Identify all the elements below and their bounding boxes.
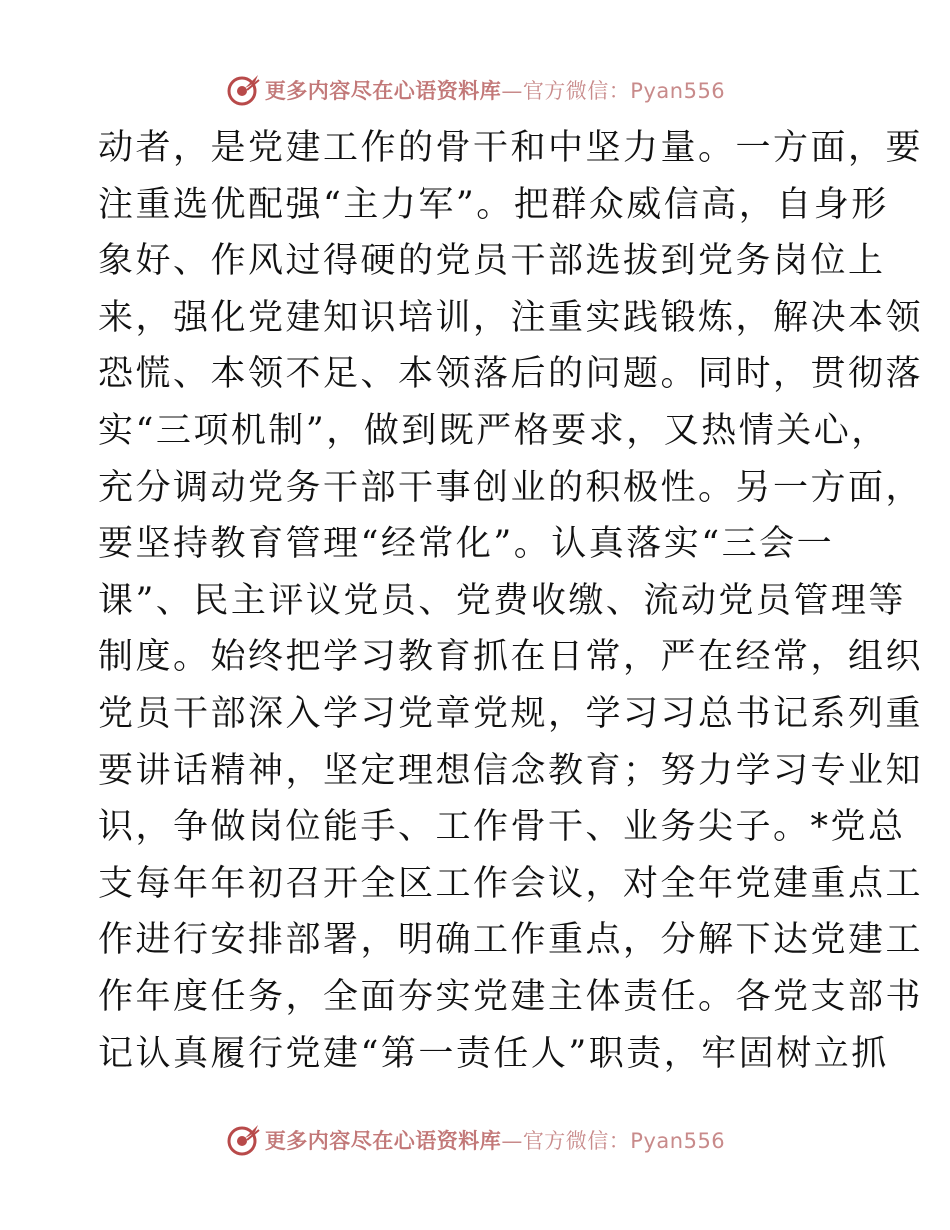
- body-line: 恐慌、本领不足、本领落后的问题。同时，贯彻落: [98, 354, 924, 395]
- header-site-text: 更多内容尽在心语资料库: [264, 79, 502, 103]
- body-text: [98, 120, 924, 1110]
- body-line: 作进行安排部署，明确工作重点，分解下达党建工: [98, 920, 924, 961]
- body-line: 支每年年初召开全区工作会议，对全年党建重点工: [98, 863, 924, 904]
- body-line: 来，强化党建知识培训，注重实践锻炼，解决本领: [98, 297, 924, 338]
- body-line: 充分调动党务干部干事创业的积极性。另一方面，: [98, 467, 924, 508]
- body-line: 动者，是党建工作的骨干和中坚力量。一方面，要: [98, 128, 924, 168]
- quill-logo-icon: [225, 72, 261, 108]
- footer-contact-text: 官方微信：Pyan556: [522, 1129, 726, 1153]
- header-separator: —: [501, 79, 523, 103]
- body-line: 实“三项机制”，做到既严格要求，又热情关心，: [98, 410, 889, 451]
- body-line: 象好、作风过得硬的党员干部选拔到党务岗位上: [98, 241, 886, 282]
- footer-watermark-banner: [0, 1118, 950, 1162]
- header-watermark-text: [265, 75, 725, 105]
- header-watermark-banner: [0, 68, 950, 112]
- footer-site-text: 更多内容尽在心语资料库: [264, 1129, 502, 1153]
- body-line: 注重选优配强“主力军”。把群众威信高，自身形: [98, 184, 889, 225]
- body-line: 作年度任务，全面夯实党建主体责任。各党支部书: [98, 976, 924, 1017]
- body-line: 要坚持教育管理“经常化”。认真落实“三会一: [98, 524, 835, 565]
- body-line: 制度。始终把学习教育抓在日常，严在经常，组织: [98, 637, 924, 678]
- body-line: 课”、民主评议党员、党费收缴、流动党员管理等: [98, 580, 906, 621]
- body-line: 要讲话精神，坚定理想信念教育；努力学习专业知: [98, 750, 924, 791]
- body-line: 党员干部深入学习党章党规，学习习总书记系列重: [98, 693, 924, 734]
- body-line: 识，争做岗位能手、工作骨干、业务尖子。*党总: [98, 807, 906, 848]
- quill-logo-icon: [225, 1122, 261, 1158]
- body-line: 记认真履行党建“第一责任人”职责，牢固树立抓: [98, 1033, 889, 1074]
- header-contact-text: 官方微信：Pyan556: [522, 79, 726, 103]
- footer-separator: —: [501, 1129, 523, 1153]
- footer-watermark-text: [265, 1125, 725, 1155]
